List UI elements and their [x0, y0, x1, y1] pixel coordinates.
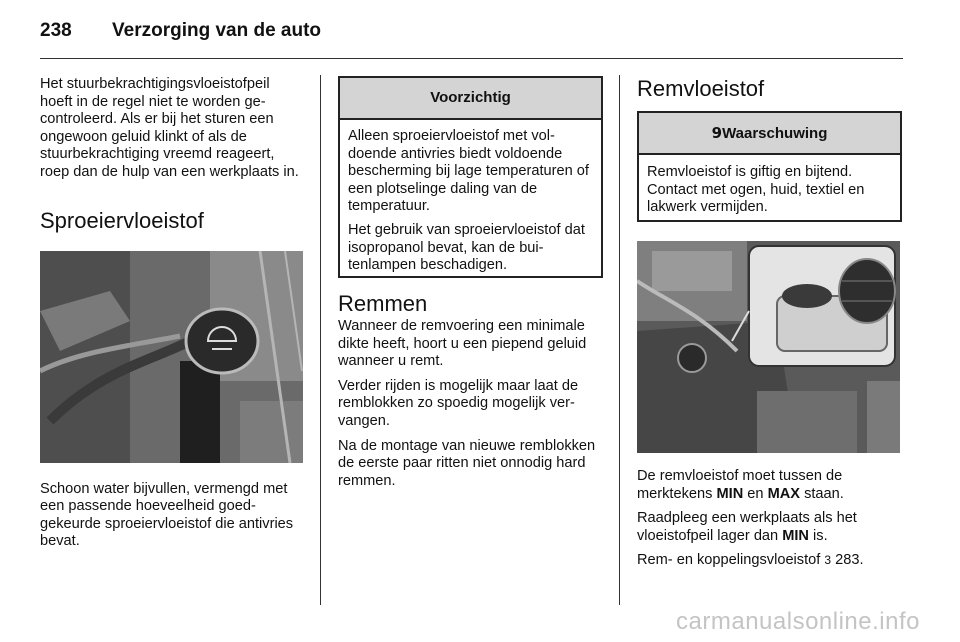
min-mark-label: MIN — [716, 485, 744, 502]
column-2 — [338, 76, 603, 497]
column-3 — [637, 76, 902, 577]
caution-paragraph-1: Alleen sproeiervloeistof met voldoende antivries biedt voldoende bescherming bij lage temperaturen of een plotselinge daling van de temperatuur. — [348, 128, 589, 215]
section-title-brake-fluid: Remvloeistof — [637, 76, 765, 101]
caution-body — [340, 120, 601, 284]
watermark: carmanualsonline.info — [676, 608, 920, 635]
page-title: Verzorging van de auto — [112, 20, 322, 41]
page-number: 238 — [40, 20, 72, 41]
brakes-paragraph-1: Wanneer de remvoering een minimale dikte heeft, hoort u een piepend geluid wanneer u remt. — [338, 318, 587, 370]
washer-fluid-caption: Schoon water bijvullen, vermengd met een passende hoeveelheid goedgekeurde sproeiervloeistof die antivries bevat. — [40, 480, 294, 550]
page-reference-icon: 3 — [824, 553, 832, 568]
brakes-paragraph-2: Verder rijden is mogelijk maar laat de remblokken zo spoedig mogelijk vervangen. — [338, 377, 579, 429]
reference-page-number: 283. — [831, 552, 864, 569]
brakes-paragraph-3: Na de montage van nieuwe remblokken de eerste paar ritten niet onnodig hard remmen. — [338, 437, 596, 489]
warning-body — [639, 155, 900, 226]
warning-icon: 9 — [711, 124, 723, 142]
power-steering-text: Het stuurbekrachtigingsvloeistofpeil hoeft in de regel niet te worden gecontroleerd. Als er bij het sturen een ongewoon geluid klinkt of als de stuurbekrachtiging vreemd reageert, roep dan de hulp van een werkplaats in. — [40, 76, 299, 180]
min-mark-label: MIN — [782, 527, 809, 544]
header-divider — [40, 58, 903, 59]
brake-fluid-photo — [637, 241, 900, 453]
column-1 — [40, 76, 305, 558]
caution-title: Voorzichtig — [340, 78, 601, 120]
column-divider-2 — [619, 75, 620, 605]
brake-fluid-workshop-text — [637, 510, 902, 545]
brake-fluid-level-text — [637, 468, 902, 503]
caution-box — [338, 76, 603, 278]
text-run: De remvloeistof moet tussen de merktekens — [637, 468, 843, 502]
caution-paragraph-2: Het gebruik van sproeiervloeistof dat isopropanol bevat, kan de buitenlampen beschadigen. — [348, 221, 585, 274]
warning-header — [639, 113, 900, 155]
warning-box — [637, 111, 902, 222]
warning-title: Waarschuwing — [722, 125, 828, 142]
page-header — [40, 20, 321, 42]
text-run: en — [743, 485, 768, 502]
text-run: Raadpleeg een werkplaats als het vloeistofpeil lager dan — [637, 510, 857, 544]
text-run: Rem- en koppelingsvloeistof — [637, 552, 825, 569]
column-divider-1 — [320, 75, 321, 605]
max-mark-label: MAX — [767, 485, 801, 502]
brake-fluid-reference — [637, 552, 902, 570]
section-title-washer-fluid: Sproeiervloeistof — [40, 207, 204, 233]
warning-text: Remvloeistof is giftig en bijtend. Contact met ogen, huid, textiel en lakwerk vermijden. — [647, 164, 865, 216]
text-run: is. — [808, 527, 828, 544]
section-title-brakes: Remmen — [338, 291, 428, 316]
washer-fluid-photo — [40, 251, 303, 463]
text-run: staan. — [800, 485, 844, 502]
